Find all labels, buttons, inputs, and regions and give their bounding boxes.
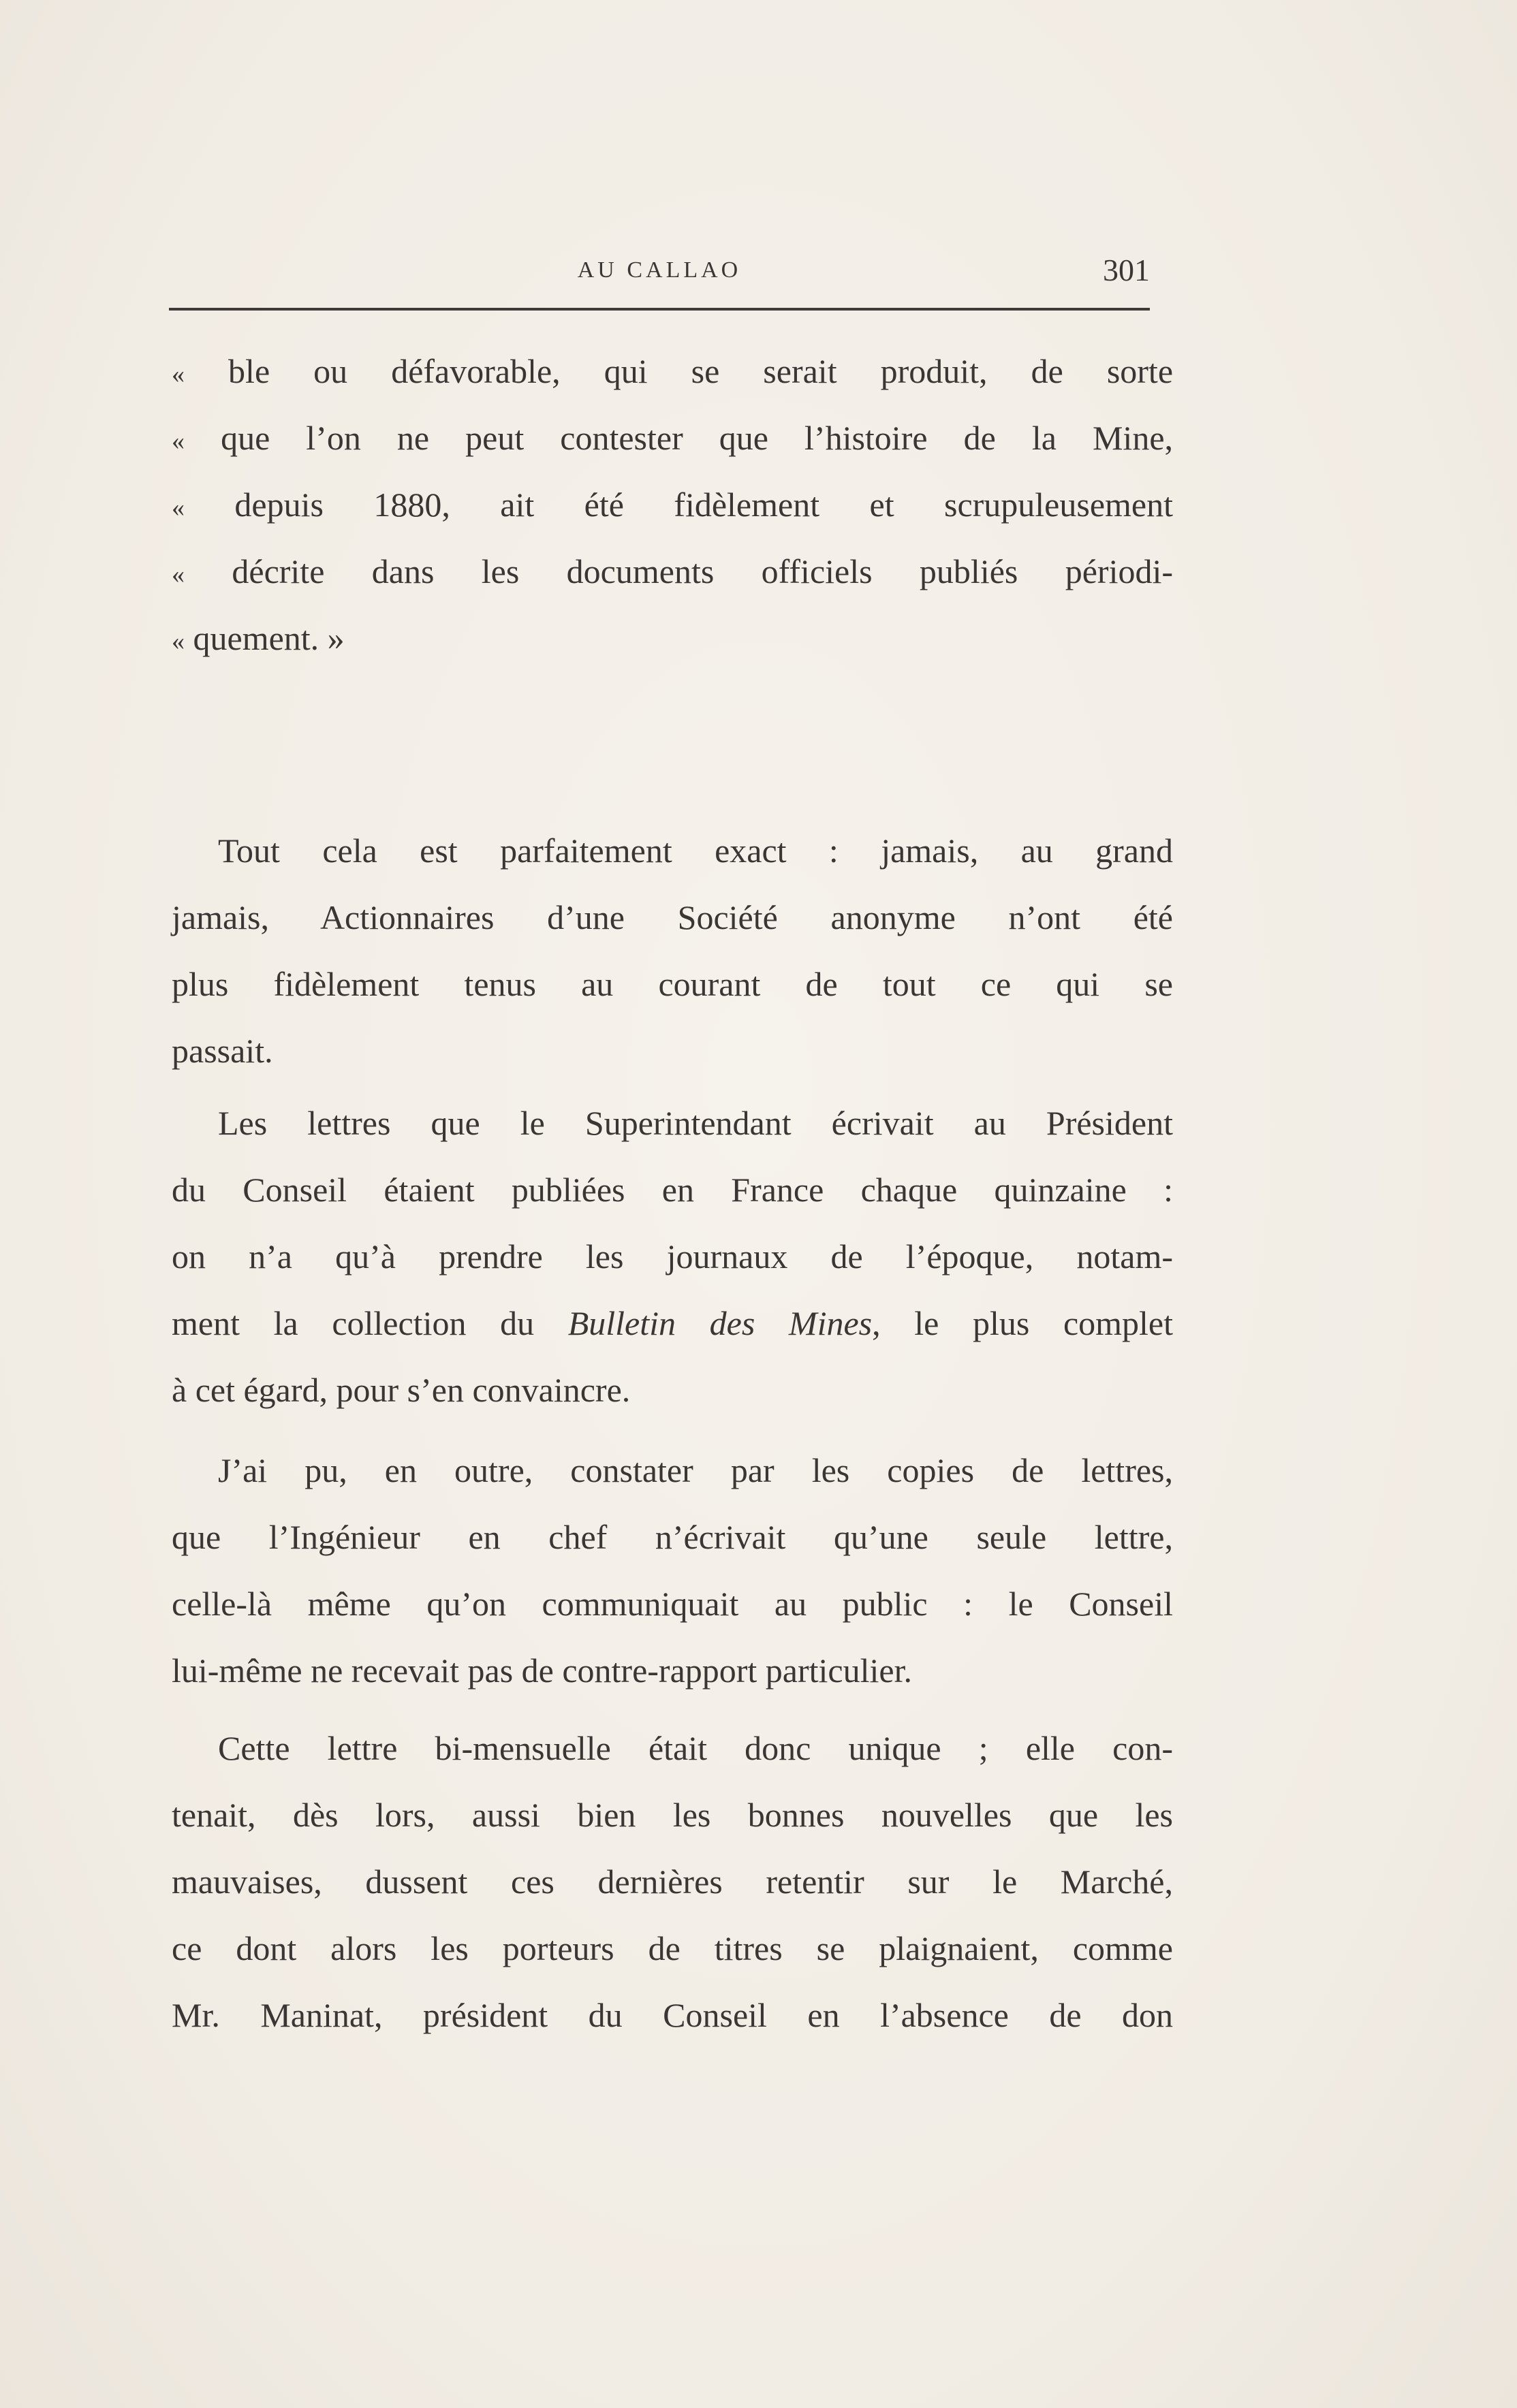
quote-mark: «	[172, 427, 185, 456]
text-line: plus fidèlement tenus au courant de tout ce qui se	[172, 965, 1173, 1003]
text-line: Mr. Maninat, président du Conseil en l’absence de don	[172, 1996, 1173, 2034]
text-line: on n’a qu’à prendre les journaux de l’époque, notam-	[172, 1237, 1173, 1276]
text-line: Tout cela est parfaitement exact : jamais, au grand	[218, 831, 1173, 870]
quote-line-text: depuis 1880, ait été fidèlement et scrupuleusement	[234, 486, 1173, 524]
quoted-passage	[172, 338, 1173, 671]
page-number: 301	[1103, 253, 1150, 287]
paragraph-1	[172, 817, 1173, 1084]
text-line: passait.	[172, 1032, 273, 1070]
header-rule	[169, 308, 1150, 311]
quote-line	[172, 338, 1173, 405]
text-line-with-italic	[172, 1290, 1173, 1357]
text-fragment: ment la collection du	[172, 1304, 568, 1342]
text-line: celle-là même qu’on communiquait au public : le Conseil	[172, 1585, 1173, 1623]
quote-mark: «	[172, 627, 185, 656]
text-line: lui-même ne recevait pas de contre-rapport particulier.	[172, 1651, 912, 1690]
text-line: jamais, Actionnaires d’une Société anonyme n’ont été	[172, 898, 1173, 936]
text-line: ce dont alors les porteurs de titres se plaignaient, comme	[172, 1929, 1173, 1967]
quote-line-text: quement. »	[193, 619, 345, 657]
text-line: mauvaises, dussent ces dernières retentir sur le Marché,	[172, 1863, 1173, 1901]
quote-mark: «	[172, 360, 185, 389]
quote-line-text: ble ou défavorable, qui se serait produit, de sorte	[228, 352, 1174, 390]
text-line: Cette lettre bi-mensuelle était donc unique ; elle con-	[218, 1729, 1173, 1767]
quote-line	[172, 471, 1173, 538]
quote-line	[172, 605, 1173, 671]
text-line: Les lettres que le Superintendant écrivait au Président	[218, 1104, 1173, 1142]
quote-line	[172, 538, 1173, 605]
text-line: à cet égard, pour s’en convaincre.	[172, 1371, 631, 1409]
running-title: AU CALLAO	[577, 257, 742, 283]
text-line: J’ai pu, en outre, constater par les copies de lettres,	[218, 1451, 1173, 1489]
page-header	[169, 252, 1150, 300]
quote-line	[172, 405, 1173, 471]
quote-line-text: que l’on ne peut contester que l’histoire de la Mine,	[221, 419, 1174, 457]
paragraph-2	[172, 1090, 1173, 1423]
paragraph-4	[172, 1715, 1173, 2048]
text-line: que l’Ingénieur en chef n’écrivait qu’une seule lettre,	[172, 1518, 1173, 1556]
italic-title: Bulletin des Mines	[567, 1304, 873, 1342]
quote-line-text: décrite dans les documents officiels publiés périodi-	[232, 552, 1173, 590]
text-line: tenait, dès lors, aussi bien les bonnes nouvelles que les	[172, 1796, 1173, 1834]
text-line: du Conseil étaient publiées en France chaque quinzaine :	[172, 1171, 1173, 1209]
paragraph-3	[172, 1437, 1173, 1704]
text-fragment: , le plus complet	[872, 1304, 1173, 1342]
quote-mark: «	[172, 560, 185, 589]
quote-mark: «	[172, 494, 185, 522]
